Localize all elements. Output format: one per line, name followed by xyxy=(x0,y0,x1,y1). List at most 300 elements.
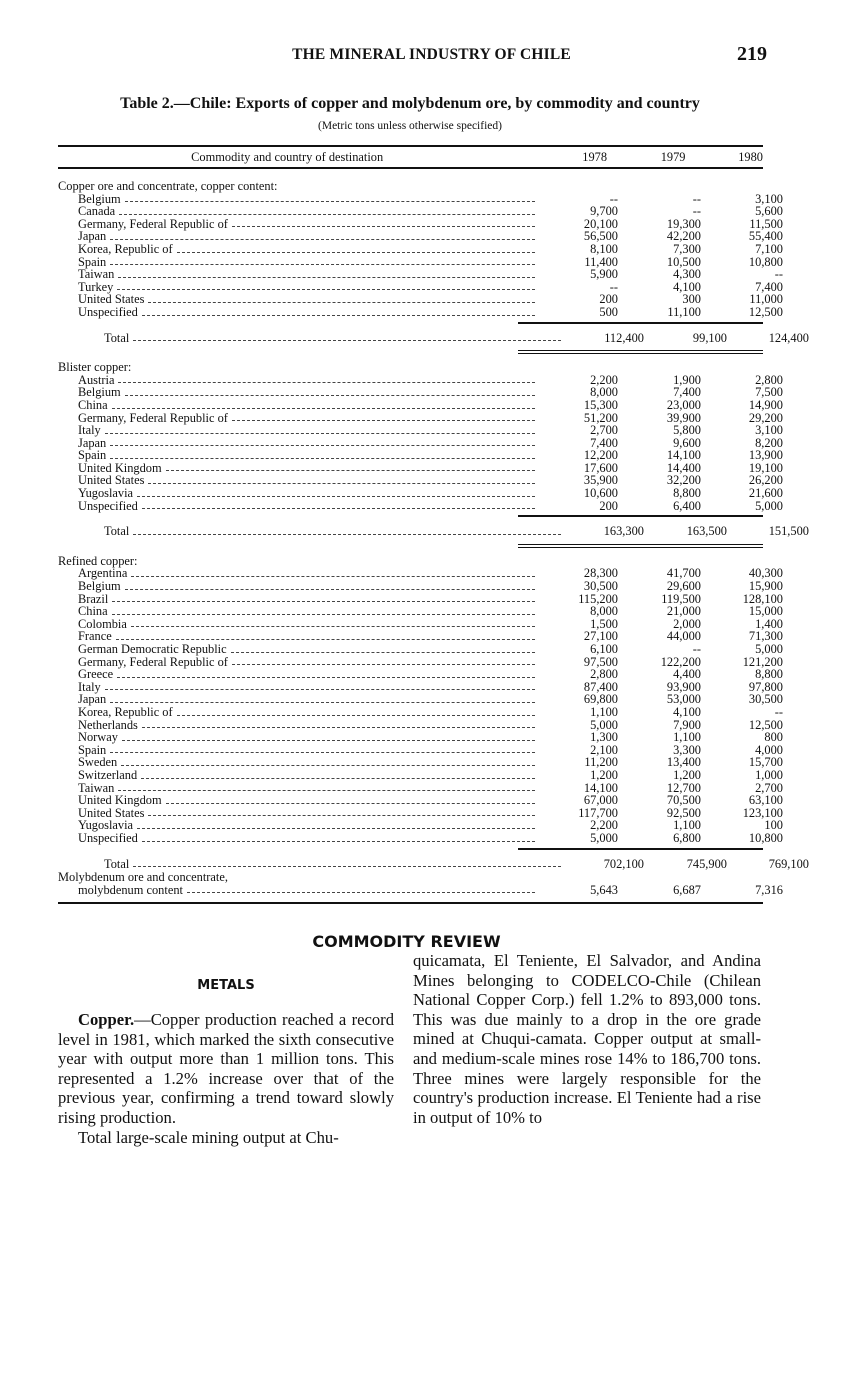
dot-leader xyxy=(116,639,535,640)
row-values xyxy=(535,243,783,256)
table-section xyxy=(58,360,809,548)
paragraph-continuation: quicamata, El Teniente, El Salvador, and Andina Mines belonging to CODELCO-Chile (Chilean National Copper Corp.) fell 1.2% to 893,000 tons. This was due mainly to a drop in the ore grade mined at Chuqui-camata. Copper output at small- and medium-scale mines rose 14% to 186,700 tons. Three mines were largely responsible for the country's production increase. El Teniente had a rise in output of 10% to xyxy=(413,951,761,1127)
dot-leader xyxy=(231,652,535,653)
row-values xyxy=(535,656,783,669)
row-label: Total xyxy=(104,330,130,345)
row-label-cell xyxy=(58,769,535,782)
section-double-rule xyxy=(518,350,763,354)
value-1978: 8,000 xyxy=(590,604,618,619)
row-label: Greece xyxy=(78,667,114,682)
value-1978: 200 xyxy=(599,292,618,307)
section-title: Copper ore and concentrate, copper content: xyxy=(58,179,278,193)
value-1979: 13,400 xyxy=(666,755,701,770)
row-values xyxy=(535,487,783,500)
value-1979: 4,300 xyxy=(673,267,701,282)
row-label-cell xyxy=(58,643,535,656)
dot-leader xyxy=(148,815,535,816)
row-label-cell xyxy=(58,593,535,606)
table-row xyxy=(58,717,783,732)
section-heading: COMMODITY REVIEW xyxy=(312,932,501,951)
table-row xyxy=(58,423,783,438)
row-label-cell xyxy=(58,794,535,807)
value-1978: 5,900 xyxy=(590,267,618,282)
row-label-cell xyxy=(58,437,535,450)
value-1979: -- xyxy=(692,204,701,219)
total-row xyxy=(58,330,809,345)
table-section xyxy=(58,553,809,871)
row-values xyxy=(561,332,809,345)
row-label: Taiwan xyxy=(78,267,115,282)
value-1978: 2,800 xyxy=(590,667,618,682)
row-values xyxy=(535,832,783,845)
value-1978: 87,400 xyxy=(583,679,618,694)
row-label: Japan xyxy=(78,229,107,244)
dot-leader xyxy=(110,752,535,753)
value-1978: 67,000 xyxy=(583,793,618,808)
row-label-cell xyxy=(58,567,535,580)
value-1980: 121,200 xyxy=(742,654,783,669)
row-label: United States xyxy=(78,292,145,307)
row-label-cell xyxy=(58,731,535,744)
value-1978: -- xyxy=(609,191,618,206)
value-1979: 122,200 xyxy=(660,654,701,669)
dot-leader xyxy=(105,433,535,434)
row-label: Total xyxy=(104,856,130,871)
row-values xyxy=(535,500,783,513)
dot-leader xyxy=(112,614,535,615)
value-1979: 92,500 xyxy=(666,805,701,820)
table-row xyxy=(58,473,783,488)
table-row xyxy=(58,267,783,282)
table-title: Table 2.—Chile: Exports of copper and molybdenum ore, by commodity and country xyxy=(120,95,700,112)
table-row xyxy=(58,254,783,269)
row-label-cell xyxy=(58,681,535,694)
subtotal-rule xyxy=(518,515,763,517)
value-1979: 6,800 xyxy=(673,830,701,845)
value-1980: 1,000 xyxy=(755,767,783,782)
value-1978: 9,700 xyxy=(590,204,618,219)
value-1978: 115,200 xyxy=(578,591,618,606)
table-row xyxy=(58,385,783,400)
value-1980: 2,700 xyxy=(755,780,783,795)
value-1978: 6,100 xyxy=(590,642,618,656)
molybdenum-label-line2: molybdenum content xyxy=(78,882,183,897)
dot-leader xyxy=(118,277,535,278)
row-values xyxy=(535,681,783,694)
value-1980: 19,100 xyxy=(748,460,783,475)
value-1979: 4,100 xyxy=(673,704,701,719)
value-1980: 5,000 xyxy=(755,498,783,513)
row-label: Sweden xyxy=(78,755,118,770)
row-values xyxy=(535,580,783,593)
value-1978: 56,500 xyxy=(583,229,618,244)
dot-leader xyxy=(125,201,535,202)
row-label: Unspecified xyxy=(78,304,138,319)
table-row xyxy=(58,304,783,319)
exports-table xyxy=(58,145,809,904)
value-1980: 7,100 xyxy=(755,241,783,256)
value-1980: 7,500 xyxy=(755,385,783,400)
value-1978: 112,400 xyxy=(604,330,644,345)
value-1978: -- xyxy=(609,279,618,294)
row-label-cell xyxy=(58,193,535,206)
section-double-rule xyxy=(518,544,763,548)
row-values xyxy=(535,462,783,475)
row-label-cell xyxy=(58,268,535,281)
value-1979: 21,000 xyxy=(666,604,701,619)
row-label: China xyxy=(78,397,108,412)
text-column-left xyxy=(58,1010,394,1147)
value-1978: 30,500 xyxy=(583,579,618,594)
value-1978: 35,900 xyxy=(583,473,618,488)
row-label: Unspecified xyxy=(78,498,138,513)
value-1979: 11,100 xyxy=(667,304,701,319)
value-1978: 1,200 xyxy=(590,767,618,782)
value-1979: -- xyxy=(692,191,701,206)
value-1980: 3,100 xyxy=(755,191,783,206)
dot-leader xyxy=(112,601,535,602)
row-values xyxy=(535,719,783,732)
row-values xyxy=(535,230,783,243)
value-1979: 6,400 xyxy=(673,498,701,513)
row-label-cell xyxy=(58,449,535,462)
text-column-right xyxy=(413,951,761,1127)
row-label-cell xyxy=(58,374,535,387)
table-row xyxy=(58,460,783,475)
table-row xyxy=(58,279,783,294)
row-label-cell xyxy=(58,706,535,719)
table-row xyxy=(58,818,783,833)
value-1980: 124,400 xyxy=(768,330,809,345)
value-1978: 1,300 xyxy=(590,730,618,745)
value-1978: 15,300 xyxy=(583,397,618,412)
value-1979: 300 xyxy=(682,292,701,307)
row-label-cell xyxy=(58,656,535,669)
row-values xyxy=(535,386,783,399)
table-row xyxy=(58,191,783,206)
value-1979: 19,300 xyxy=(666,216,701,231)
value-1979: 5,800 xyxy=(673,423,701,438)
dot-leader xyxy=(110,264,535,265)
value-1978: 11,400 xyxy=(584,254,618,269)
dot-leader xyxy=(133,534,561,535)
table-row xyxy=(58,642,783,656)
table-row xyxy=(58,616,783,631)
row-label-cell xyxy=(58,256,535,269)
row-label: Germany, Federal Republic of xyxy=(78,410,228,425)
row-label-cell xyxy=(58,487,535,500)
value-1979: 2,000 xyxy=(673,616,701,631)
row-label-cell xyxy=(58,243,535,256)
row-label: Spain xyxy=(78,448,107,463)
row-values xyxy=(535,756,783,769)
row-label-cell xyxy=(58,719,535,732)
value-1980: 11,500 xyxy=(749,216,783,231)
molybdenum-values xyxy=(535,884,783,897)
row-label: Yugoslavia xyxy=(78,818,134,833)
value-1980: 12,500 xyxy=(748,717,783,732)
value-1980: 30,500 xyxy=(748,692,783,707)
value-1980: 8,200 xyxy=(755,435,783,450)
value-1979: 1,200 xyxy=(673,767,701,782)
table-row xyxy=(58,604,783,619)
row-label-cell xyxy=(58,858,561,871)
row-label: United Kingdom xyxy=(78,460,162,475)
molybdenum-label-line1: Molybdenum ore and concentrate, xyxy=(58,870,228,885)
value-1978: 8,100 xyxy=(590,241,618,256)
value-1979: 99,100 xyxy=(692,330,727,345)
row-label: Argentina xyxy=(78,566,128,581)
value-1979: 14,400 xyxy=(666,460,701,475)
value-1979: 1,100 xyxy=(673,730,701,745)
table-row xyxy=(58,755,783,770)
value-1980: 15,700 xyxy=(748,755,783,770)
total-row xyxy=(58,524,809,539)
row-values xyxy=(535,412,783,425)
row-label: Spain xyxy=(78,254,107,269)
row-values xyxy=(535,819,783,832)
value-1978: 5,000 xyxy=(590,830,618,845)
value-1978: 69,800 xyxy=(583,692,618,707)
dot-leader xyxy=(142,315,535,316)
dot-leader xyxy=(110,458,535,459)
column-header-1978: 1978 xyxy=(582,149,608,164)
row-values xyxy=(535,782,783,795)
row-label: Turkey xyxy=(78,279,114,294)
row-label-cell xyxy=(58,580,535,593)
value-1980: 4,000 xyxy=(755,742,783,757)
value-1979: 70,500 xyxy=(666,793,701,808)
dot-leader xyxy=(110,239,535,240)
table-row xyxy=(58,654,783,669)
value-1980: 7,400 xyxy=(755,279,783,294)
dot-leader xyxy=(117,289,535,290)
dot-leader xyxy=(137,828,535,829)
row-values xyxy=(535,706,783,719)
value-1980: 2,800 xyxy=(755,372,783,387)
table-row xyxy=(58,767,783,782)
paragraph-copper xyxy=(58,1010,394,1128)
row-label-cell xyxy=(58,412,535,425)
value-1979: 4,400 xyxy=(673,667,701,682)
row-label-cell xyxy=(58,500,535,513)
table-row xyxy=(58,679,783,694)
dot-leader xyxy=(125,395,535,396)
molybdenum-title-row xyxy=(58,871,763,884)
row-values xyxy=(535,306,783,319)
row-label-cell xyxy=(58,424,535,437)
value-1980: -- xyxy=(774,704,783,719)
value-1980: 5,000 xyxy=(755,642,783,656)
table-row xyxy=(58,216,783,231)
dot-leader xyxy=(137,496,535,497)
row-values xyxy=(535,205,783,218)
row-label-cell xyxy=(58,386,535,399)
table-header-row xyxy=(58,147,763,167)
value-1978: 10,600 xyxy=(583,486,618,501)
dot-leader xyxy=(232,420,535,421)
value-1978: 14,100 xyxy=(583,780,618,795)
row-label-cell xyxy=(58,205,535,218)
row-values xyxy=(535,218,783,231)
value-1980: 12,500 xyxy=(748,304,783,319)
value-1979: 8,800 xyxy=(673,486,701,501)
subtotal-rule xyxy=(518,848,763,850)
value-1979: 32,200 xyxy=(666,473,701,488)
row-label: China xyxy=(78,604,108,619)
value-1978: 1,100 xyxy=(590,704,618,719)
value-1980: 769,100 xyxy=(768,856,809,871)
table-body xyxy=(58,179,809,871)
dot-leader xyxy=(177,252,535,253)
dot-leader xyxy=(142,508,535,509)
dot-leader xyxy=(105,689,535,690)
row-values xyxy=(535,668,783,681)
row-label-cell xyxy=(58,332,561,345)
running-title: THE MINERAL INDUSTRY OF CHILE xyxy=(292,46,571,63)
value-1978: 20,100 xyxy=(583,216,618,231)
total-row xyxy=(58,856,809,871)
run-in-heading: Copper. xyxy=(78,1010,135,1029)
value-1978: 11,200 xyxy=(584,755,618,770)
table-row xyxy=(58,372,783,387)
value-1978: 17,600 xyxy=(583,460,618,475)
paragraph-text: —Copper production reached a record level in 1981, which marked the sixth consecutive year with output more than 1 million tons. This represented a 1.2% increase over that of the previous year, confirming a trend toward slowly rising production. xyxy=(58,1010,394,1127)
value-1979: 41,700 xyxy=(666,566,701,581)
value-1979: 42,200 xyxy=(666,229,701,244)
value-1980: 123,100 xyxy=(742,805,783,820)
row-values xyxy=(535,256,783,269)
row-values xyxy=(561,858,809,871)
table-row xyxy=(58,486,783,501)
value-1978: 2,700 xyxy=(590,423,618,438)
table-row xyxy=(58,780,783,795)
value-1979: 3,300 xyxy=(673,742,701,757)
section-title: Blister copper: xyxy=(58,360,132,375)
row-label: German Democratic Republic xyxy=(78,642,227,656)
value-1979: 163,500 xyxy=(686,524,727,539)
row-label-cell xyxy=(58,306,535,319)
value-1978: 1,500 xyxy=(590,616,618,631)
value-1980: 5,600 xyxy=(755,204,783,219)
paragraph-large-scale: Total large-scale mining output at Chu- xyxy=(78,1127,339,1147)
row-label-cell xyxy=(58,668,535,681)
row-values xyxy=(535,281,783,294)
dot-leader xyxy=(112,408,535,409)
row-label: France xyxy=(78,629,112,644)
table-row xyxy=(58,742,783,757)
row-values xyxy=(535,643,783,656)
row-label-cell xyxy=(58,605,535,618)
value-1978: 97,500 xyxy=(583,654,618,669)
dot-leader xyxy=(131,626,535,627)
dot-leader xyxy=(119,214,535,215)
row-values xyxy=(535,193,783,206)
value-1978: 117,700 xyxy=(578,805,618,820)
value-1980: 21,600 xyxy=(748,486,783,501)
value-1978: 500 xyxy=(599,304,618,319)
row-values xyxy=(535,630,783,643)
dot-leader xyxy=(142,841,535,842)
value-1980: 14,900 xyxy=(748,397,783,412)
row-label: Belgium xyxy=(78,385,121,400)
row-values xyxy=(535,807,783,820)
dot-leader xyxy=(166,803,535,804)
dot-leader xyxy=(121,765,535,766)
value-1979: 53,000 xyxy=(666,692,701,707)
value-1979: 745,900 xyxy=(686,856,727,871)
table-row xyxy=(58,566,783,581)
dot-leader xyxy=(125,589,535,590)
dot-leader xyxy=(110,702,535,703)
dot-leader xyxy=(133,866,561,867)
dot-leader xyxy=(232,226,535,227)
value-1979: 7,900 xyxy=(673,717,701,732)
dot-leader xyxy=(133,340,561,341)
column-header-commodity: Commodity and country of destination xyxy=(191,149,384,164)
table-row xyxy=(58,793,783,808)
row-values xyxy=(561,525,809,538)
table-row xyxy=(58,204,783,219)
table-row xyxy=(58,435,783,450)
row-label: Total xyxy=(104,524,130,539)
column-header-1980: 1980 xyxy=(738,149,763,164)
value-1978: 200 xyxy=(599,498,618,513)
value-1979: 39,900 xyxy=(666,410,701,425)
row-label: United States xyxy=(78,805,145,820)
dot-leader xyxy=(177,715,535,716)
value-1980: 151,500 xyxy=(768,524,809,539)
dot-leader xyxy=(141,778,535,779)
value-1978: 7,400 xyxy=(590,435,618,450)
value-1980: 1,400 xyxy=(755,616,783,631)
row-values xyxy=(535,593,783,606)
value-1978: 702,100 xyxy=(603,856,644,871)
molybdenum-label-cell xyxy=(58,884,535,897)
value-1979: 10,500 xyxy=(666,254,701,269)
row-label-cell xyxy=(58,618,535,631)
value-1980: 8,800 xyxy=(755,667,783,682)
value-1980: 63,100 xyxy=(748,793,783,808)
dot-leader xyxy=(122,740,535,741)
row-label: Korea, Republic of xyxy=(78,704,173,719)
row-label: Spain xyxy=(78,742,107,757)
table-row xyxy=(58,397,783,412)
value-1978: 163,300 xyxy=(603,524,644,539)
dot-leader xyxy=(117,677,535,678)
molybdenum-row xyxy=(58,882,783,897)
value-1979: 6,687 xyxy=(673,882,701,897)
row-label: United Kingdom xyxy=(78,793,162,808)
table-row xyxy=(58,448,783,463)
page-number: 219 xyxy=(737,43,767,65)
value-1978: 12,200 xyxy=(583,448,618,463)
value-1979: 12,700 xyxy=(666,780,701,795)
value-1978: 27,100 xyxy=(583,629,618,644)
value-1980: 26,200 xyxy=(748,473,783,488)
value-1980: -- xyxy=(774,267,783,282)
dot-leader xyxy=(148,302,535,303)
row-values xyxy=(535,794,783,807)
row-label: Unspecified xyxy=(78,830,138,845)
table-row xyxy=(58,830,783,845)
row-label-cell xyxy=(58,832,535,845)
row-values xyxy=(535,769,783,782)
row-label: Netherlands xyxy=(78,717,138,732)
value-1978: 2,200 xyxy=(590,372,618,387)
dot-leader xyxy=(110,445,535,446)
value-1980: 40,300 xyxy=(748,566,783,581)
